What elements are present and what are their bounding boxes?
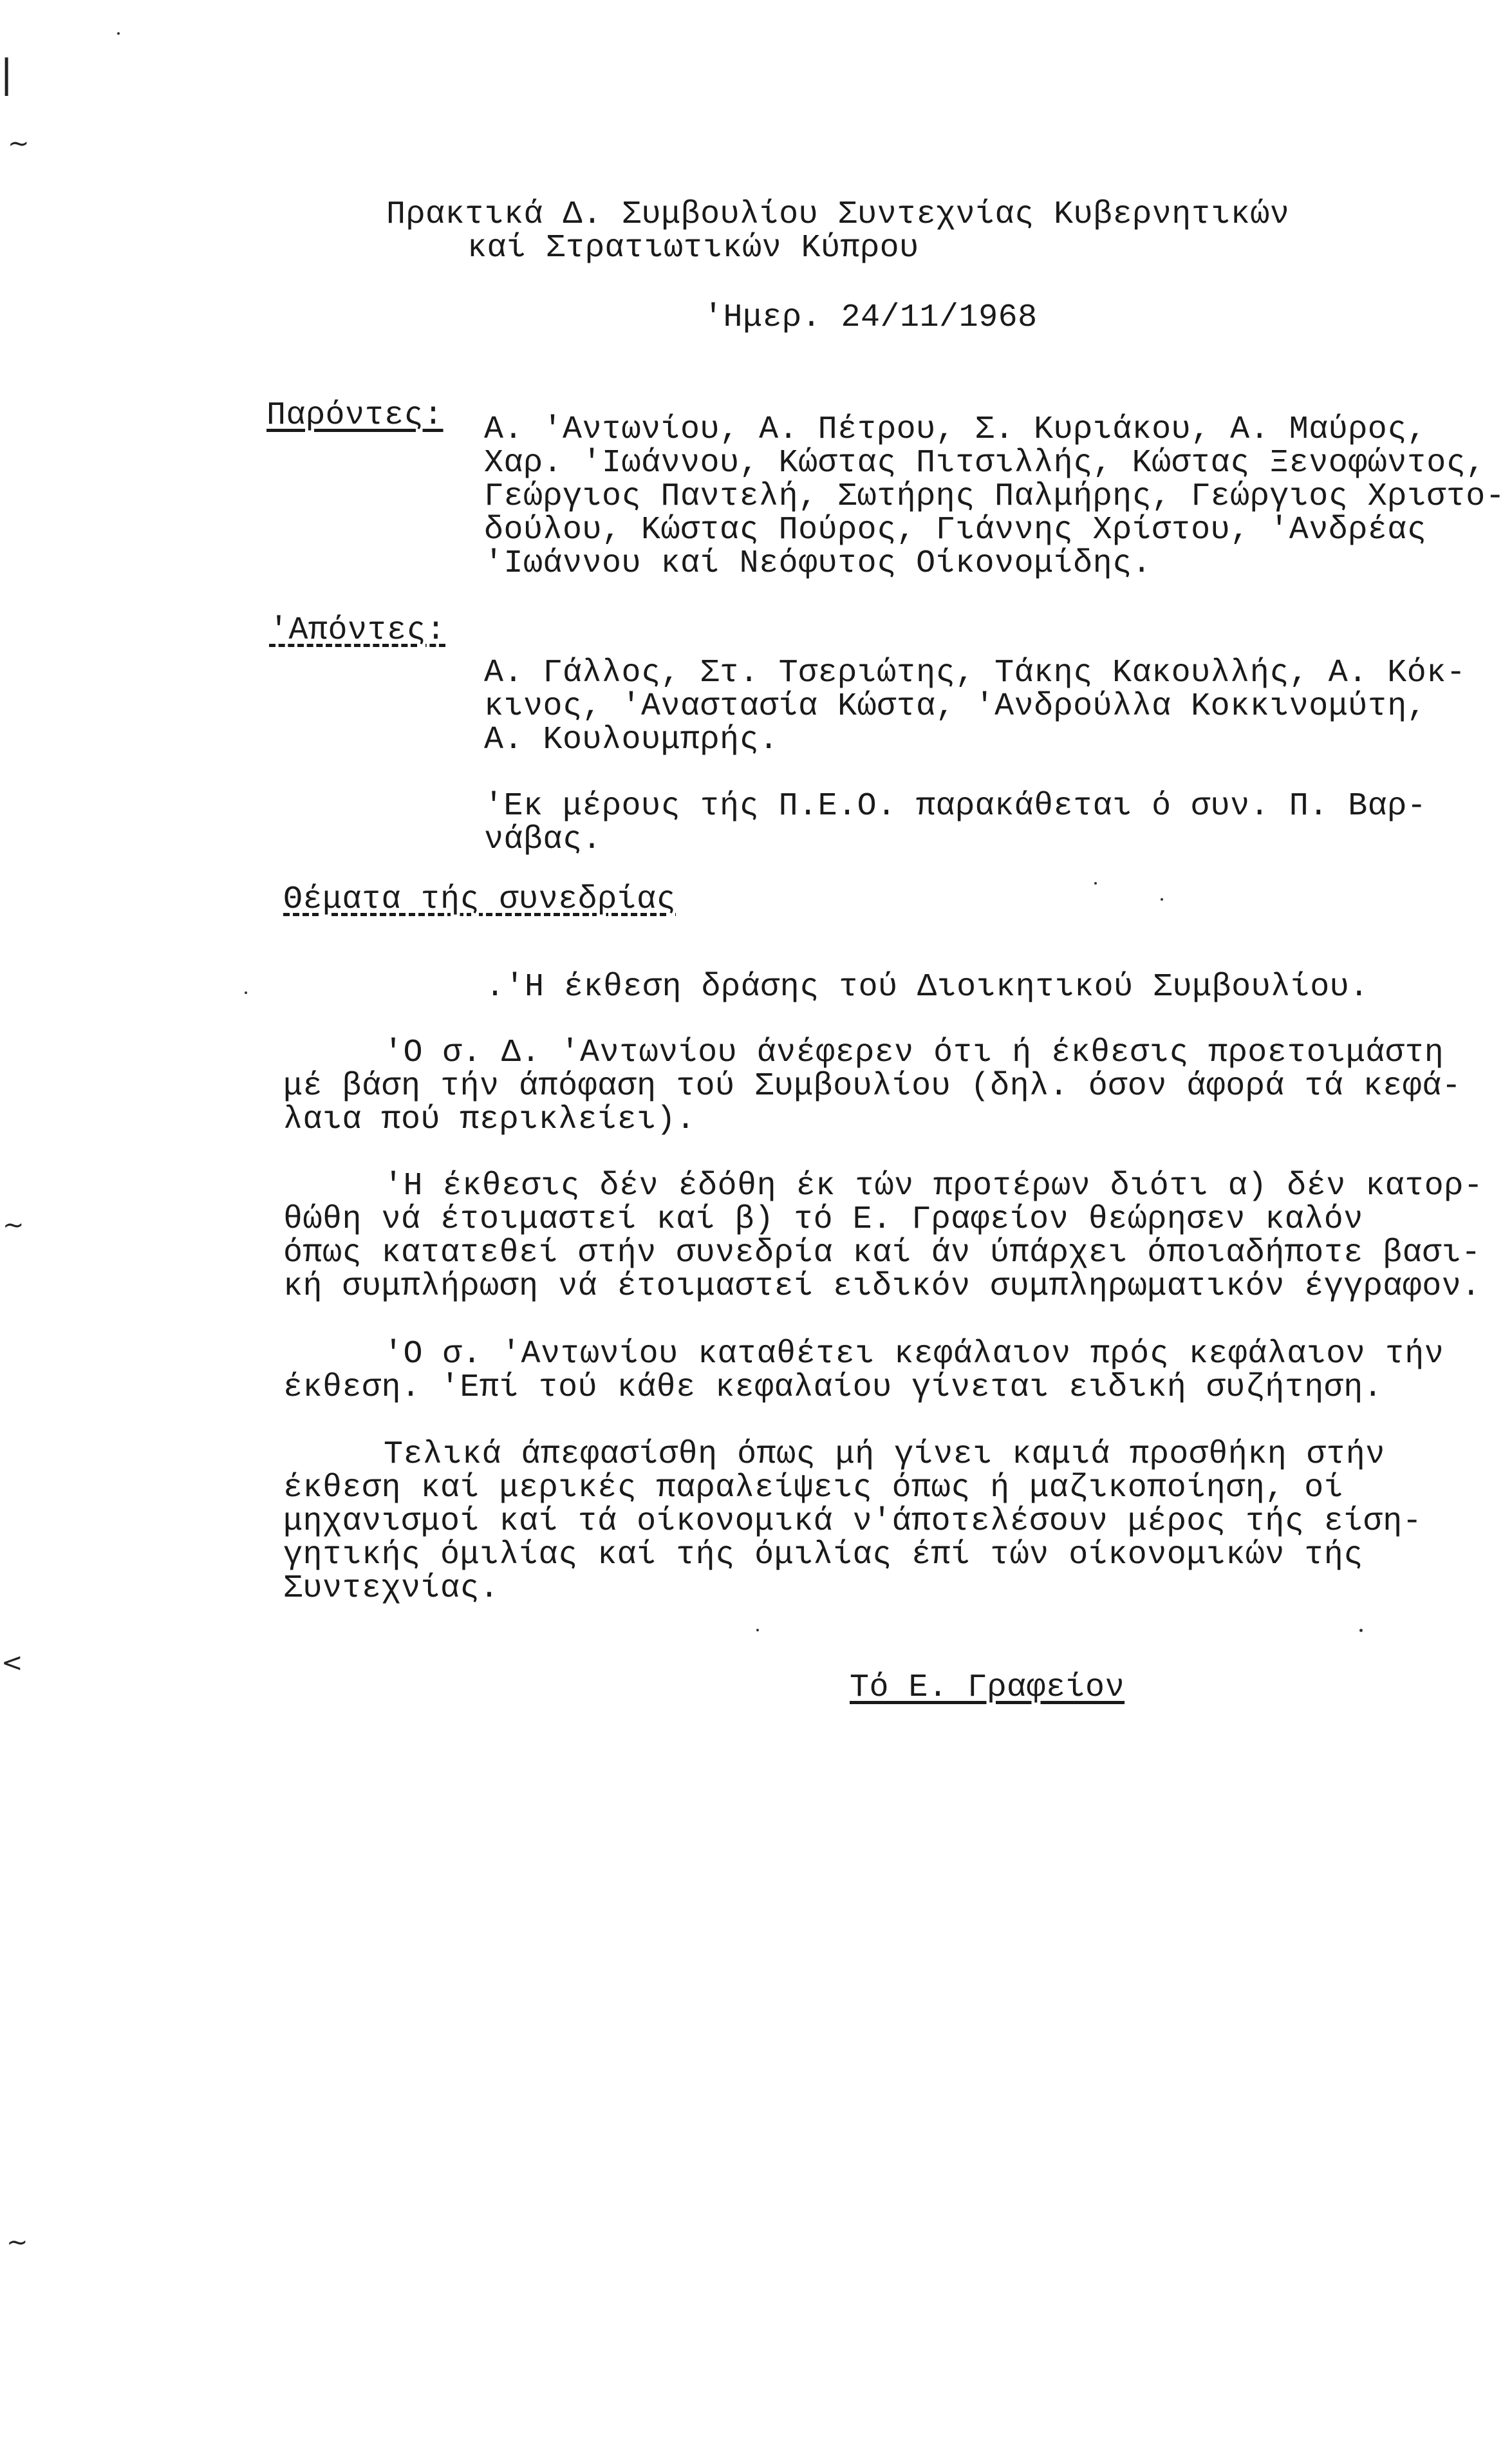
paragraph-line: μηχανισμοί καί τά οίκονομικά ν'άποτελέσουν μέρος τής είση- [283,1503,1423,1540]
margin-mark: ~ [8,129,30,158]
paragraph-line: 'Ο σ. Δ. 'Αντωνίου άνέφερεν ότι ή έκθεσις προετοιμάστη [384,1035,1444,1071]
paragraph-line: όπως κατατεθεί στήν συνεδρία καί άν ύπάρχει όποιαδήποτε βασι- [283,1235,1481,1272]
present-line: 'Ιωάννου καί Νεόφυτος Οίκονομίδης. [484,545,1152,582]
absent-line: Α. Γάλλος, Στ. Τσεριώτης, Τάκης Κακουλλής, Α. Κόκ- [484,655,1466,691]
agenda-item: .'Η έκθεση δράσης τού Διοικητικού Συμβουλίου. [485,969,1369,1006]
present-line: Χαρ. 'Ιωάννου, Κώστας Πιτσιλλής, Κώστας Ξενοφώντος, [484,445,1486,482]
paragraph-line: μέ βάση τήν άπόφαση τού Συμβουλίου (δηλ. όσον άφορά τά κεφά- [283,1068,1462,1105]
scan-speck [756,1629,759,1631]
document-title-line2: καί Στρατιωτικών Κύπρου [467,230,919,267]
absent-line: Α. Κουλουμπρής. [484,722,779,758]
paragraph-line: γητικής όμιλίας καί τής όμιλίας έπί τών οίκονομικών τής [283,1537,1363,1573]
paragraph-line: έκθεση. 'Επί τού κάθε κεφαλαίου γίνεται ειδική συζήτηση. [283,1369,1383,1406]
document-date: 'Ημερ. 24/11/1968 [704,299,1038,336]
paragraph-line: Τελικά άπεφασίσθη όπως μή γίνει καμιά προσθήκη στήν [384,1436,1385,1473]
margin-mark: ~ [3,1210,24,1240]
paragraph-line: Συντεχνίας. [283,1570,499,1607]
paragraph-line: λαια πού περικλείει). [283,1102,696,1138]
scan-speck [1094,882,1097,885]
paragraph-line: 'Ο σ. 'Αντωνίου καταθέτει κεφάλαιον πρός κεφάλαιον τήν [384,1336,1444,1373]
peo-note-line: νάβας. [484,821,602,858]
paragraph-line: κή συμπλήρωση νά έτοιμαστεί ειδικόν συμπληρωματικόν έγγραφον. [283,1268,1481,1305]
present-line: Γεώργιος Παντελή, Σωτήρης Παλμήρης, Γεώργιος Χριστο- [484,478,1506,515]
paragraph-line: 'Η έκθεσις δέν έδόθη έκ τών προτέρων διότι α) δέν κατορ- [384,1168,1484,1205]
agenda-heading: Θέματα τής συνεδρίας [283,881,677,918]
present-line: Α. 'Αντωνίου, Α. Πέτρου, Σ. Κυριάκου, Α. Μαύρος, [484,411,1427,448]
margin-mark: < [1,1648,23,1678]
margin-mark: ~ [6,2228,28,2257]
document-title-line1: Πρακτικά Δ. Συμβουλίου Συντεχνίας Κυβερνητικών [386,196,1290,233]
scan-speck [1359,1629,1363,1632]
present-label: Παρόντες: [266,397,443,434]
absent-line: κινος, 'Αναστασία Κώστα, 'Ανδρούλλα Κοκκινομύτη, [484,688,1427,725]
scan-speck [1161,898,1163,901]
peo-note-line: 'Εκ μέρους τής Π.Ε.Ο. παρακάθεται ό συν. Π. Βαρ- [484,788,1427,825]
absent-label: 'Απόντες: [269,612,446,649]
scan-speck [245,991,247,994]
margin-mark: | [0,52,14,97]
present-line: δούλου, Κώστας Πούρος, Γιάννης Χρίστου, 'Ανδρέας [484,512,1427,549]
signature: Τό Ε. Γραφείον [850,1669,1125,1706]
scan-speck [117,32,120,35]
paragraph-line: έκθεση καί μερικές παραλείψεις όπως ή μαζικοποίηση, οί [283,1470,1344,1506]
paragraph-line: θώθη νά έτοιμαστεί καί β) τό Ε. Γραφείον θεώρησεν καλόν [283,1201,1363,1238]
